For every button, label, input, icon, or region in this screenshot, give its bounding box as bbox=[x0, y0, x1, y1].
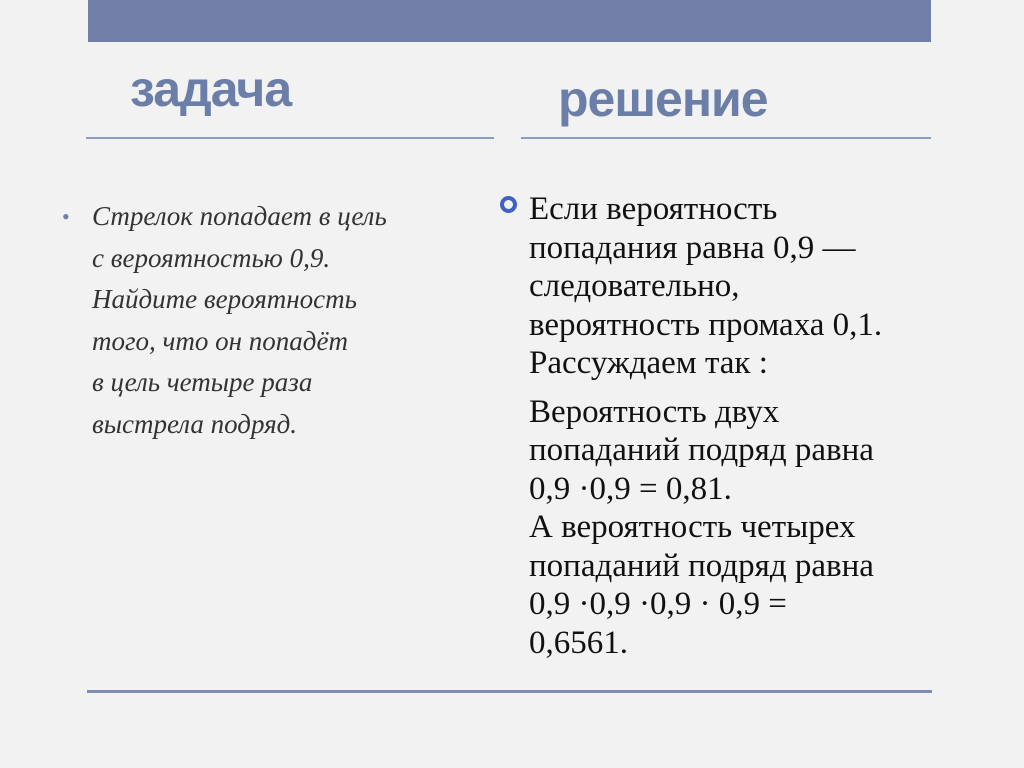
task-heading: задача bbox=[130, 61, 292, 117]
bottom-divider bbox=[87, 690, 932, 693]
solution-paragraph-1: Если вероятность попадания равна 0,9 — следовательно, вероятность промаха 0,1. Рассуждаем так : bbox=[529, 191, 883, 381]
solution-heading: решение bbox=[558, 71, 768, 127]
solution-body bbox=[529, 190, 882, 662]
task-text: Стрелок попадает в цель с вероятностью 0,9. Найдите вероятность того, что он попадёт в цель четыре раза выстрела подряд. bbox=[92, 201, 387, 439]
bullet-dot-icon: • bbox=[62, 204, 70, 229]
task-heading-divider bbox=[86, 137, 494, 139]
solution-block bbox=[499, 190, 979, 662]
ring-bullet-icon bbox=[499, 190, 529, 662]
solution-heading-divider bbox=[521, 137, 931, 139]
top-bar bbox=[88, 0, 931, 42]
task-block bbox=[62, 196, 482, 445]
solution-paragraph-2: Вероятность двух попаданий подряд равна 0,9 ·0,9 = 0,81. А вероятность четырех попаданий подряд равна 0,9 ·0,9 ·0,9 · 0,9 = 0,6561. bbox=[529, 393, 874, 661]
